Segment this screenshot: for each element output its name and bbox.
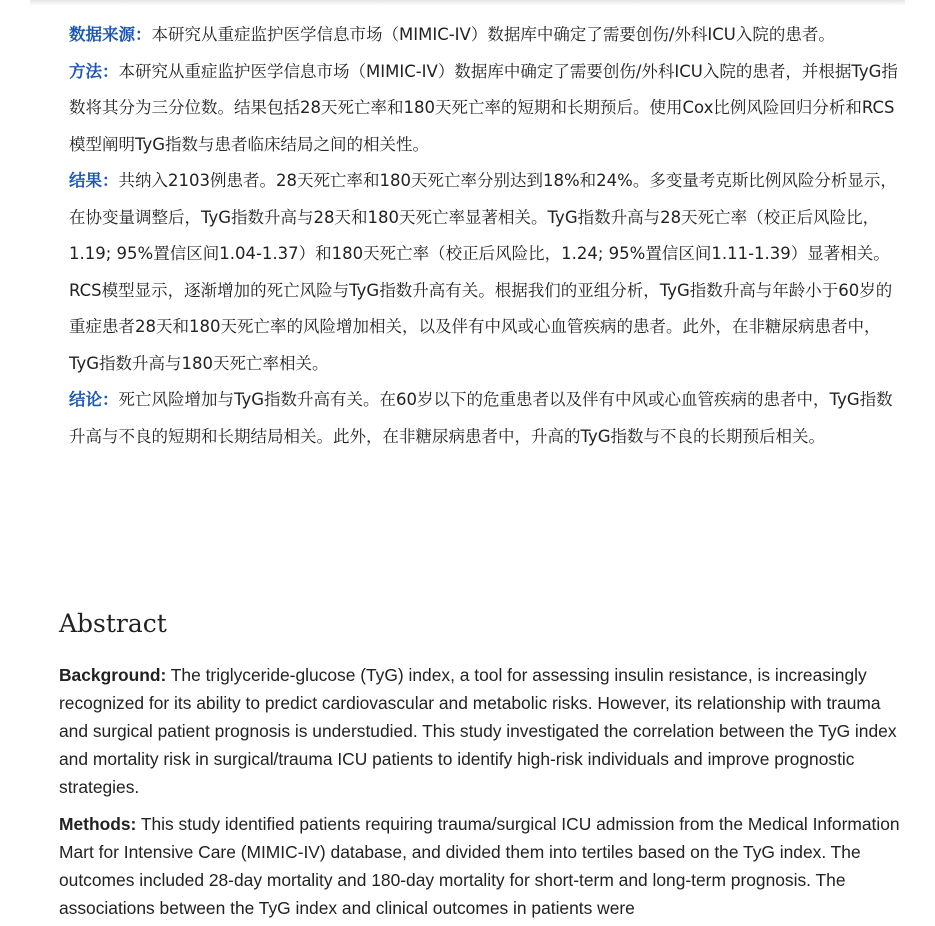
zh-results-text: 共纳入2103例患者。28天死亡率和180天死亡率分别达到18%和24%。多变量考克斯比例风险分析显示，在协变量调整后，TyG指数升高与28天和180天死亡率显著相关。TyG指数升高与28天死亡率（校正后风险比，1.19; 95%置信区间1.04-1.37）和180天死亡率（校正后风险比，1.24; 95%置信区间1.11-1.39）显著相关。RCS模型显示，逐渐增加的死亡风险与TyG指数升高有关。根据我们的亚组分析，TyG指数升高与年龄小于60岁的重症患者28天和180天死亡率的风险增加相关，以及伴有中风或心血管疾病的患者。此外，在非糖尿病患者中，TyG指数升高与180天死亡率相关。 (69, 171, 897, 373)
zh-results-label: 结果： (69, 171, 119, 190)
top-divider (30, 0, 905, 6)
zh-methods-text: 本研究从重症监护医学信息市场（MIMIC-IV）数据库中确定了需要创伤/外科ICU入院的患者，并根据TyG指数将其分为三分位数。结果包括28天死亡率和180天死亡率的短期和长期预后。使用Cox比例风险回归分析和RCS模型阐明TyG指数与患者临床结局之间的相关性。 (69, 61, 898, 154)
en-background-paragraph (59, 661, 904, 801)
zh-source-paragraph (69, 17, 899, 54)
zh-conclusion-label: 结论： (69, 390, 119, 409)
en-methods-text: This study identified patients requiring trauma/surgical ICU admission from the Medical Information Mart for Intensive Care (MIMIC-IV) database, and divided them into tertiles based on the TyG index. The outcomes included 28-day mortality and 180-day mortality for short-term and long-term prognosis. The associations between the TyG index and clinical outcomes in patients were (59, 814, 900, 918)
zh-results-paragraph (69, 163, 899, 382)
zh-conclusion-text: 死亡风险增加与TyG指数升高有关。在60岁以下的危重患者以及伴有中风或心血管疾病的患者中，TyG指数升高与不良的短期和长期结局相关。此外，在非糖尿病患者中，升高的TyG指数与不良的长期预后相关。 (69, 390, 893, 446)
zh-conclusion-paragraph (69, 382, 899, 455)
zh-source-label: 数据来源： (69, 25, 152, 44)
en-methods-paragraph (59, 810, 904, 922)
zh-methods-label: 方法： (69, 61, 119, 81)
english-abstract (59, 661, 904, 926)
en-background-text: The triglyceride-glucose (TyG) index, a tool for assessing insulin resistance, is increasingly recognized for its ability to predict cardiovascular and metabolic risks. However, its relationship with trauma and surgical patient prognosis is understudied. This study investigated the correlation between the TyG index and mortality risk in surgical/trauma ICU patients to identify high-risk individuals and improve prognostic strategies. (59, 665, 897, 797)
zh-source-text: 本研究从重症监护医学信息市场（MIMIC-IV）数据库中确定了需要创伤/外科ICU入院的患者。 (151, 25, 835, 44)
abstract-heading: Abstract (59, 609, 167, 638)
en-methods-label: Methods: (59, 814, 137, 834)
chinese-abstract (69, 17, 899, 455)
en-background-label: Background: (59, 665, 167, 685)
zh-methods-paragraph (69, 54, 899, 164)
